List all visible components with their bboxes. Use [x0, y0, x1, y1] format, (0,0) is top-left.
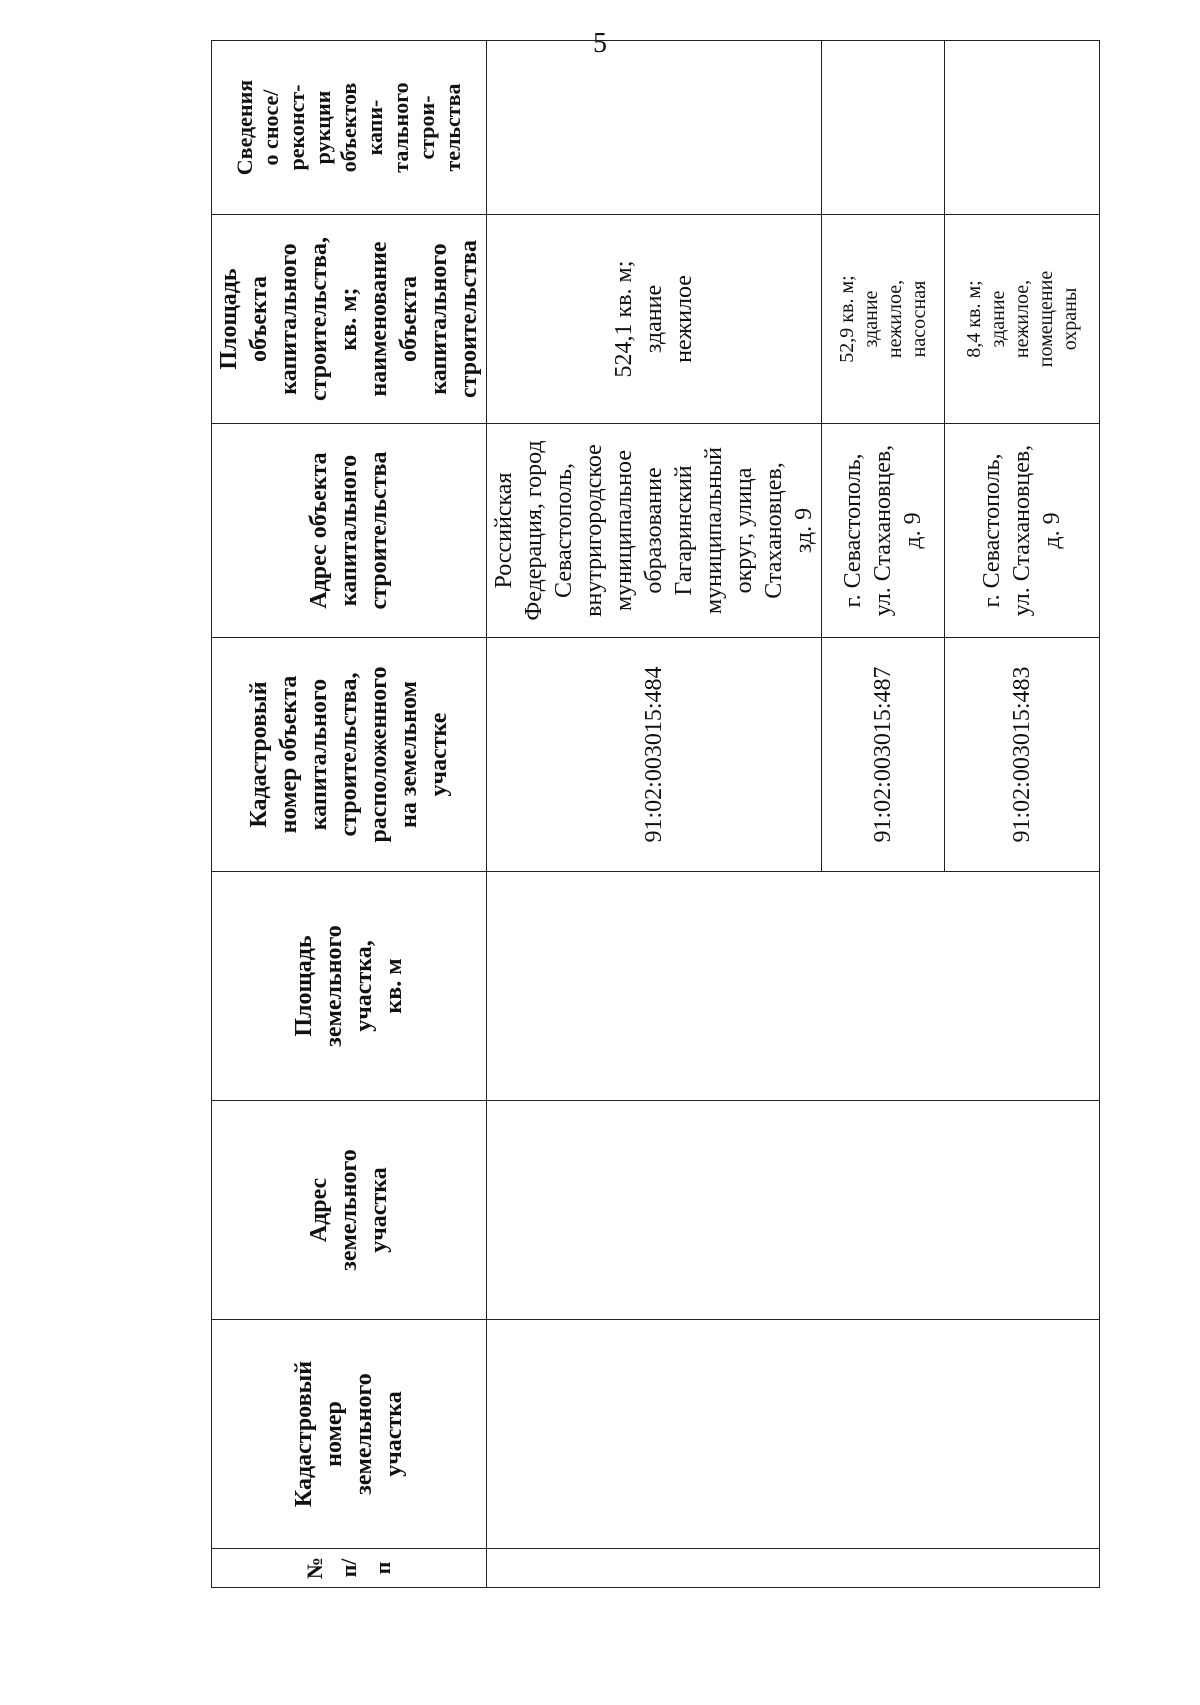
area-line: охраны	[1059, 287, 1081, 351]
area-line: 524,1 кв. м;	[611, 260, 637, 378]
header-line: Кадастровый	[246, 681, 272, 828]
header-line: капи-	[362, 99, 387, 156]
header-line: капитального	[276, 243, 302, 395]
area-line: насосная	[908, 280, 930, 358]
table-row	[487, 41, 822, 1588]
page-number: 5	[593, 28, 607, 59]
header-land-address	[212, 1101, 487, 1320]
header-land-cadastral-number	[212, 1320, 487, 1549]
header-row-number	[212, 1549, 487, 1588]
header-line: земельного	[351, 1373, 377, 1495]
land-objects-table	[211, 40, 1100, 1588]
header-line: Площадь	[291, 935, 317, 1037]
header-line: кв. м;	[336, 287, 362, 351]
header-line: тального	[388, 82, 413, 173]
header-line: наименование	[366, 241, 392, 397]
address-line: д. 9	[1039, 512, 1065, 549]
header-line: земельного	[336, 1149, 362, 1271]
header-line: объектов	[336, 82, 361, 173]
header-line: земельного	[321, 925, 347, 1047]
header-line: объекта	[246, 276, 272, 362]
header-line: расположенного	[366, 666, 392, 843]
address-line: зд. 9	[791, 507, 817, 554]
header-line: Адрес объекта	[306, 452, 332, 609]
area-line: 52,9 кв. м;	[836, 275, 858, 363]
header-line: строительства,	[306, 237, 332, 401]
header-line: капитального	[306, 678, 332, 831]
area-line: нежилое,	[1011, 279, 1033, 359]
address-line: д. 9	[900, 512, 926, 549]
cell-land-cadastral-number	[487, 1320, 1100, 1549]
cell-land-area	[487, 872, 1100, 1101]
area-line: 8,4 кв. м;	[963, 280, 985, 358]
address-line: округ, улица	[731, 467, 757, 594]
address-line: Севастополь,	[551, 463, 577, 598]
area-line: здание	[987, 290, 1009, 348]
cell-row-number	[487, 1549, 1100, 1588]
header-line: №	[302, 1556, 327, 1580]
address-line: Российская	[491, 472, 517, 589]
area-line: нежилое,	[884, 279, 906, 359]
header-line: участка,	[351, 940, 377, 1032]
address-line: ул. Стахановцев,	[1009, 444, 1035, 617]
header-object-cadastral-number	[212, 638, 487, 872]
cell-demolition-info	[487, 41, 822, 215]
header-line: тельства	[440, 83, 465, 172]
cell-land-address	[487, 1101, 1100, 1320]
cell-demolition-info	[822, 41, 945, 215]
rotated-table-container	[211, 79, 1081, 1588]
header-demolition-info	[212, 41, 487, 215]
header-object-address	[212, 424, 487, 638]
header-line: кв. м	[381, 958, 407, 1014]
area-line: нежилое	[671, 275, 697, 363]
cell-object-cadastral-number: 91:02:003015:487	[822, 638, 945, 872]
header-line: участка	[381, 1391, 407, 1477]
header-line: Кадастровый	[291, 1360, 317, 1508]
address-line: муниципальное	[611, 450, 637, 611]
address-line: г. Севастополь,	[979, 453, 1005, 608]
table-header-row	[212, 41, 487, 1588]
header-line: объекта	[396, 276, 422, 362]
address-line: образование	[641, 467, 667, 594]
cell-demolition-info	[945, 41, 1100, 215]
area-line: здание	[860, 290, 882, 348]
cell-object-area-name	[822, 215, 945, 424]
address-line: Гагаринский	[671, 465, 697, 596]
header-line: участка	[366, 1167, 392, 1253]
cell-object-address	[487, 424, 822, 638]
address-line: внутригородское	[581, 444, 607, 617]
header-line: рукции	[310, 90, 335, 165]
header-line: реконст-	[284, 84, 309, 171]
cell-object-address	[822, 424, 945, 638]
header-line: о сносе/	[258, 89, 283, 166]
header-line: капитального	[426, 243, 452, 395]
header-object-area-name	[212, 215, 487, 424]
area-line: помещение	[1035, 270, 1057, 368]
header-line: п/	[336, 1558, 361, 1578]
header-line: строительства	[456, 240, 482, 398]
cell-object-cadastral-number: 91:02:003015:483	[945, 638, 1100, 872]
address-line: Стахановцев,	[761, 462, 787, 599]
header-line: строи-	[414, 95, 439, 160]
cell-object-address	[945, 424, 1100, 638]
area-line: здание	[641, 284, 667, 354]
cell-object-area-name	[487, 215, 822, 424]
address-line: муниципальный	[701, 447, 727, 615]
cell-object-cadastral-number: 91:02:003015:484	[487, 638, 822, 872]
address-line: г. Севастополь,	[840, 453, 866, 608]
header-line: номер объекта	[276, 675, 302, 834]
header-line: п	[370, 1561, 395, 1575]
header-line: номер	[321, 1401, 347, 1467]
header-line: строительства,	[336, 672, 362, 837]
header-line: Сведения	[232, 79, 257, 176]
cell-object-area-name	[945, 215, 1100, 424]
address-line: ул. Стахановцев,	[870, 444, 896, 617]
header-line: участке	[426, 712, 452, 797]
header-line: на земельном	[396, 681, 422, 828]
header-land-area	[212, 872, 487, 1101]
address-line: Федерация, город	[521, 440, 547, 621]
header-line: строительства	[366, 451, 392, 610]
header-line: Площадь	[216, 268, 242, 370]
header-line: капитального	[336, 454, 362, 607]
header-line: Адрес	[306, 1177, 332, 1243]
